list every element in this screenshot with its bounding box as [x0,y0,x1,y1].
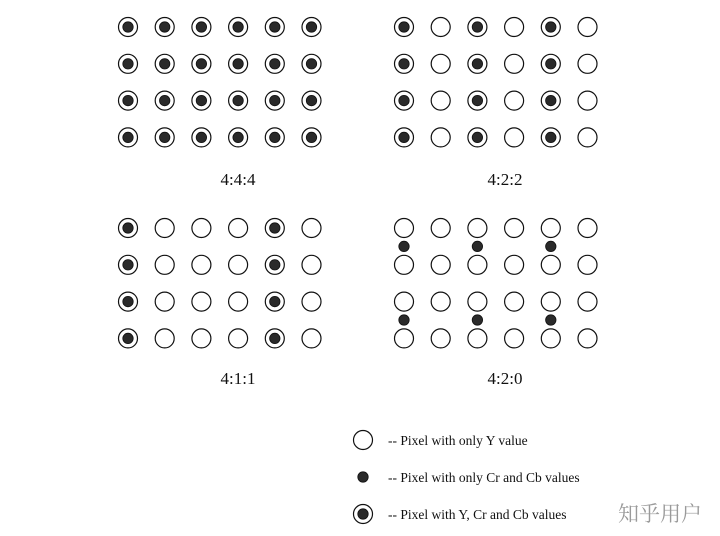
crcb-dot [123,22,133,32]
crcb-dot [233,22,243,32]
crcb-dot [306,95,316,105]
legend-item [354,505,567,524]
y-pixel [578,219,597,238]
y-pixel [468,219,487,238]
y-pixel [192,292,211,311]
crcb-dot [546,22,556,32]
crcb-dot [399,59,409,69]
y-crcb-pixel [395,18,414,37]
crcb-dot [123,260,133,270]
panel-label: 4:4:4 [220,170,256,189]
crcb-dot [233,59,243,69]
crcb-dot [270,132,280,142]
y-crcb-pixel [119,18,138,37]
crcb-dot [123,59,133,69]
y-crcb-pixel [265,329,284,348]
y-pixel [431,128,450,147]
y-crcb-pixel [468,18,487,37]
y-crcb-pixel [302,18,321,37]
y-pixel [468,329,487,348]
crcb-dot [270,59,280,69]
y-pixel [468,255,487,274]
y-pixel [192,329,211,348]
panel-4-4-4 [119,18,322,190]
panel-4-2-2 [395,18,598,190]
y-crcb-pixel [119,255,138,274]
y-pixel [302,292,321,311]
y-crcb-pixel [229,54,248,73]
y-pixel [155,255,174,274]
crcb-dot [399,22,409,32]
y-crcb-pixel [395,91,414,110]
y-pixel [431,54,450,73]
y-pixel [395,292,414,311]
y-pixel [302,255,321,274]
y-pixel [395,255,414,274]
y-pixel [541,329,560,348]
y-crcb-pixel [265,54,284,73]
legend-crcb-symbol [358,472,368,482]
y-crcb-pixel [302,91,321,110]
y-pixel [431,91,450,110]
y-crcb-pixel [119,54,138,73]
crcb-dot [270,333,280,343]
legend-text: -- Pixel with only Cr and Cb values [388,470,580,485]
y-pixel [395,329,414,348]
crcb-pixel [546,241,556,251]
crcb-dot [270,95,280,105]
watermark: 知乎用户 [618,502,702,526]
y-pixel [578,128,597,147]
y-crcb-pixel [119,219,138,238]
y-pixel [302,329,321,348]
y-pixel [505,219,524,238]
y-pixel [541,219,560,238]
y-pixel [192,255,211,274]
y-pixel [431,329,450,348]
y-pixel [578,255,597,274]
y-crcb-pixel [265,91,284,110]
y-crcb-pixel [541,54,560,73]
y-crcb-pixel [229,91,248,110]
y-pixel [229,219,248,238]
y-crcb-pixel [265,255,284,274]
y-crcb-pixel [265,219,284,238]
crcb-dot [546,132,556,142]
y-crcb-pixel [354,505,373,524]
y-pixel [505,128,524,147]
y-pixel [431,219,450,238]
y-crcb-pixel [265,128,284,147]
y-crcb-pixel [468,91,487,110]
y-pixel [578,54,597,73]
y-crcb-pixel [119,128,138,147]
y-crcb-pixel [119,91,138,110]
panel-label: 4:2:0 [487,369,523,388]
crcb-dot [160,59,170,69]
crcb-dot [196,132,206,142]
crcb-dot [233,132,243,142]
crcb-dot [123,333,133,343]
y-crcb-pixel [192,91,211,110]
y-pixel [578,329,597,348]
y-crcb-pixel [541,91,560,110]
y-pixel [505,18,524,37]
crcb-dot [472,132,482,142]
y-crcb-pixel [192,128,211,147]
crcb-dot [306,132,316,142]
y-pixel [578,91,597,110]
crcb-dot [472,22,482,32]
crcb-dot [160,95,170,105]
y-crcb-pixel [265,18,284,37]
y-crcb-pixel [265,292,284,311]
y-pixel [505,329,524,348]
crcb-dot [233,95,243,105]
y-pixel [431,255,450,274]
y-crcb-pixel [229,128,248,147]
y-crcb-pixel [155,54,174,73]
y-crcb-pixel [541,18,560,37]
y-pixel [155,219,174,238]
legend-y-symbol [354,431,373,450]
y-pixel [578,18,597,37]
crcb-dot [270,296,280,306]
crcb-dot [160,22,170,32]
crcb-dot [472,59,482,69]
crcb-dot [270,22,280,32]
y-crcb-pixel [155,18,174,37]
y-pixel [431,292,450,311]
crcb-dot [306,22,316,32]
subsampling-panels [119,18,598,389]
crcb-dot [358,509,368,519]
crcb-dot [196,59,206,69]
legend-text: -- Pixel with only Y value [388,433,528,448]
crcb-pixel [399,315,409,325]
crcb-dot [270,223,280,233]
y-pixel [229,292,248,311]
y-pixel [578,292,597,311]
y-pixel [541,255,560,274]
y-pixel [505,54,524,73]
crcb-dot [123,132,133,142]
crcb-dot [123,95,133,105]
y-pixel [302,219,321,238]
y-crcb-pixel [192,54,211,73]
y-crcb-pixel [541,128,560,147]
panel-label: 4:2:2 [487,170,523,189]
y-crcb-pixel [155,91,174,110]
y-pixel [505,255,524,274]
crcb-pixel [399,241,409,251]
y-pixel [431,18,450,37]
crcb-dot [306,59,316,69]
legend-text: -- Pixel with Y, Cr and Cb values [388,507,567,522]
crcb-dot [123,296,133,306]
legend [354,431,580,524]
y-pixel [541,292,560,311]
crcb-dot [546,59,556,69]
y-crcb-pixel [155,128,174,147]
crcb-pixel [546,315,556,325]
y-pixel [395,219,414,238]
y-pixel [505,292,524,311]
crcb-pixel [472,315,482,325]
y-crcb-pixel [192,18,211,37]
crcb-pixel [472,241,482,251]
y-pixel [155,329,174,348]
crcb-dot [270,260,280,270]
y-pixel [505,91,524,110]
y-crcb-pixel [302,54,321,73]
y-crcb-pixel [229,18,248,37]
y-crcb-pixel [468,128,487,147]
legend-item [358,470,580,485]
crcb-dot [123,223,133,233]
y-pixel [229,329,248,348]
crcb-dot [472,95,482,105]
crcb-dot [546,95,556,105]
crcb-dot [196,95,206,105]
panel-4-1-1 [119,219,322,389]
panel-label: 4:1:1 [220,369,256,388]
y-pixel [468,292,487,311]
crcb-dot [160,132,170,142]
crcb-dot [399,132,409,142]
y-crcb-pixel [395,54,414,73]
y-crcb-pixel [395,128,414,147]
y-crcb-pixel [468,54,487,73]
y-pixel [192,219,211,238]
y-pixel [155,292,174,311]
crcb-dot [399,95,409,105]
y-crcb-pixel [119,329,138,348]
y-crcb-pixel [302,128,321,147]
legend-item [354,431,528,450]
y-pixel [229,255,248,274]
y-crcb-pixel [119,292,138,311]
crcb-dot [196,22,206,32]
panel-4-2-0 [395,219,598,389]
